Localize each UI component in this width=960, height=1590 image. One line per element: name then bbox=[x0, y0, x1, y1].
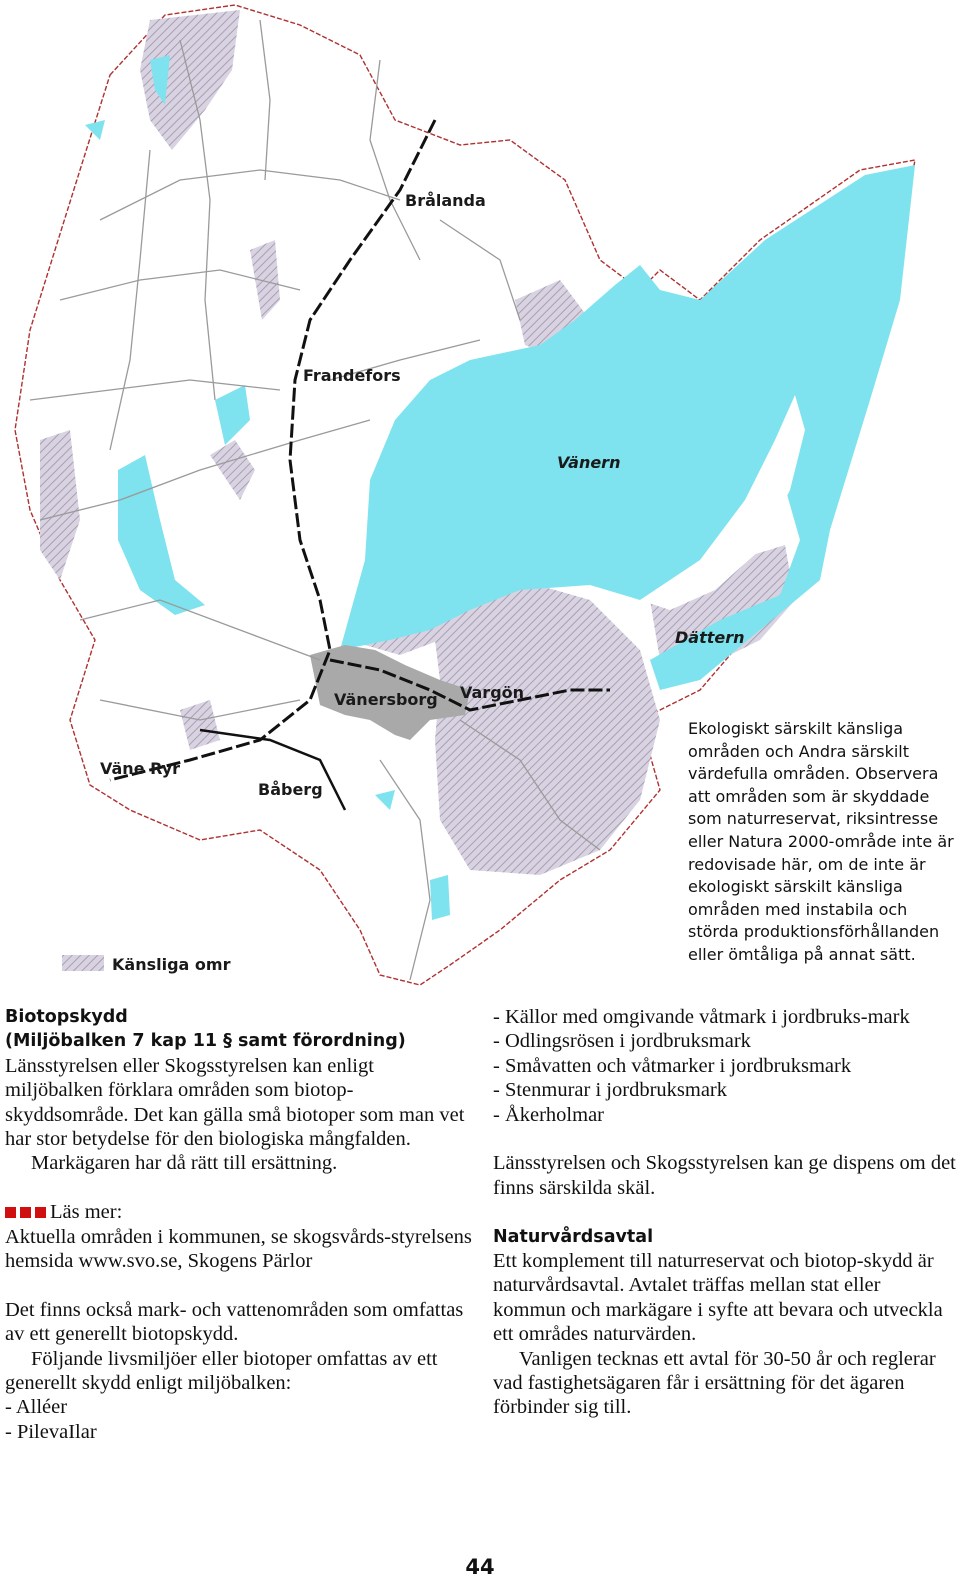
legend-swatch bbox=[62, 955, 104, 971]
paragraph: Vanligen tecknas ett avtal för 30-50 år och reglerar vad fastighetsägaren får i ersättning för det ägaren förbinder sig till. bbox=[493, 1347, 936, 1419]
paragraph: Länsstyrelsen och Skogsstyrelsen kan ge dispens om det finns särskilda skäl. bbox=[493, 1152, 956, 1199]
paragraph: Ett komplement till naturreservat och biotop-skydd är naturvårdsavtal. Avtalet träffas mellan stat eller kommun och markägare i syfte att bevara och utveckla ett områdes naturvärden. bbox=[493, 1250, 943, 1346]
heading-biotopskydd: Biotopskydd bbox=[5, 1007, 128, 1027]
map-label-vane-ryr: Väne Ryr bbox=[100, 759, 181, 778]
paragraph: Länsstyrelsen eller Skogsstyrelsen kan enligt miljöbalken förklara områden som biotop-skyddsområde. Det kan gälla små biotoper som man vet har stor betydelse för den biologiska mångfalden. bbox=[5, 1054, 465, 1151]
map-legend bbox=[62, 955, 231, 974]
left-column bbox=[5, 1005, 475, 1444]
red-squares-icon bbox=[5, 1200, 50, 1224]
map-label-vanern: Vänern bbox=[557, 453, 621, 472]
list-item: - Stenmurar i jordbruksmark bbox=[493, 1079, 727, 1102]
map-label-bralanda: Brålanda bbox=[405, 191, 486, 210]
read-more-label-line bbox=[5, 1200, 475, 1224]
list-item: - Åkerholmar bbox=[493, 1103, 604, 1126]
legend-label: Känsliga omr bbox=[112, 955, 231, 974]
page-number: 44 bbox=[465, 1555, 495, 1579]
map-label-baberg: Båberg bbox=[258, 780, 323, 799]
read-more-text: Aktuella områden i kommunen, se skogsvårds-styrelsens hemsida www.svo.se, Skogens Pärlor bbox=[5, 1225, 472, 1273]
map-label-vanersborg: Vänersborg bbox=[334, 690, 438, 709]
map-caption: Ekologiskt särskilt känsliga områden och Andra särskilt värdefulla områden. Observera att områden som är skyddade som naturreservat, riksintresse eller Natura 2000-område inte är redovisade här, om de inte är ekologiskt särskilt känsliga områden med instabila och störda produktionsförhållanden eller ömtåliga på annat sätt. bbox=[688, 719, 954, 964]
paragraph: Det finns också mark- och vattenområden som omfattas av ett generellt biotopskydd. bbox=[5, 1298, 464, 1346]
read-more-label: Läs mer: bbox=[50, 1201, 123, 1224]
paragraph: Markägaren har då rätt till ersättning. bbox=[31, 1152, 338, 1175]
heading-naturvardsavtal: Naturvårdsavtal bbox=[493, 1226, 654, 1247]
list-item: - Odlingsrösen i jordbruksmark bbox=[493, 1030, 751, 1053]
subheading-miljobalken: (Miljöbalken 7 kap 11 § samt förordning) bbox=[5, 1031, 406, 1052]
map-label-dattern: Dättern bbox=[675, 628, 745, 647]
map-label-frandefors: Frandefors bbox=[303, 366, 401, 385]
right-column bbox=[493, 1005, 958, 1420]
list-item: - Alléer bbox=[5, 1396, 68, 1419]
list-item: - Småvatten och våtmarker i jordbruksmark bbox=[493, 1054, 852, 1077]
paragraph: Följande livsmiljöer eller biotoper omfattas av ett generellt skydd enligt miljöbalken: bbox=[5, 1347, 438, 1395]
list-item: - PilevaIlar bbox=[5, 1420, 97, 1443]
map-label-vargon: Vargön bbox=[460, 683, 525, 702]
list-item: - Källor med omgivande våtmark i jordbruks-mark bbox=[493, 1006, 910, 1028]
